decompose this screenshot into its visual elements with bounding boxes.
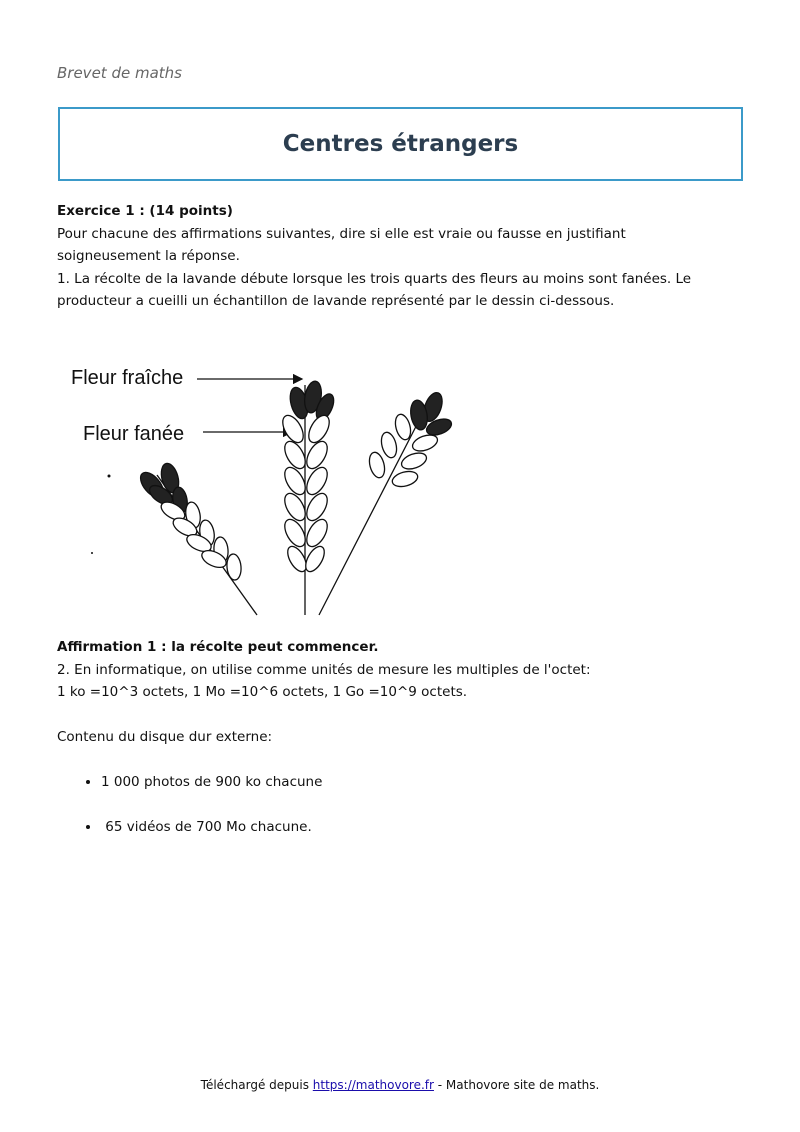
stem-right <box>319 390 454 615</box>
exercise-text <box>57 200 747 313</box>
question-1-line-1: 1. La récolte de la lavande débute lorsque les trois quarts des fleurs au moins sont fanées. Le <box>57 270 692 287</box>
disk-heading: Contenu du disque dur externe: <box>57 729 273 745</box>
stem-middle <box>279 380 338 615</box>
label-fresh-flower: Fleur fraîche <box>71 367 184 389</box>
lavender-illustration <box>57 345 457 620</box>
intro-line-2: soigneusement la réponse. <box>57 248 240 264</box>
affirmation-1: Affirmation 1 : la récolte peut commencer. <box>57 639 379 655</box>
label-faded-flower: Fleur fanée <box>83 423 185 445</box>
exercise-heading: Exercice 1 : (14 points) <box>57 203 233 219</box>
question-2-line-1: 2. En informatique, on utilise comme unités de mesure les multiples de l'octet: <box>57 661 591 678</box>
footer-link[interactable]: https://mathovore.fr <box>312 1078 434 1092</box>
intro-line-1: Pour chacune des affirmations suivantes, dire si elle est vraie ou fausse en justifiant <box>57 225 626 242</box>
stem-left <box>136 461 257 615</box>
title-box <box>58 107 743 181</box>
after-figure-text <box>57 636 747 861</box>
disk-contents-list <box>57 771 747 839</box>
question-2-line-2: 1 ko =10^3 octets, 1 Mo =10^6 octets, 1 Go =10^9 octets. <box>57 684 468 700</box>
footer-prefix: Téléchargé depuis <box>200 1078 313 1092</box>
list-item: • 1 000 photos de 900 ko chacune <box>101 771 747 794</box>
footer <box>0 1078 800 1092</box>
question-1-line-2: producteur a cueilli un échantillon de lavande représenté par le dessin ci-dessous. <box>57 293 615 309</box>
page-title: Centres étrangers <box>282 131 519 157</box>
list-item: • 65 vidéos de 700 Mo chacune. <box>101 816 747 839</box>
footer-suffix: - Mathovore site de maths. <box>433 1078 600 1092</box>
header-note: Brevet de maths <box>57 64 182 82</box>
